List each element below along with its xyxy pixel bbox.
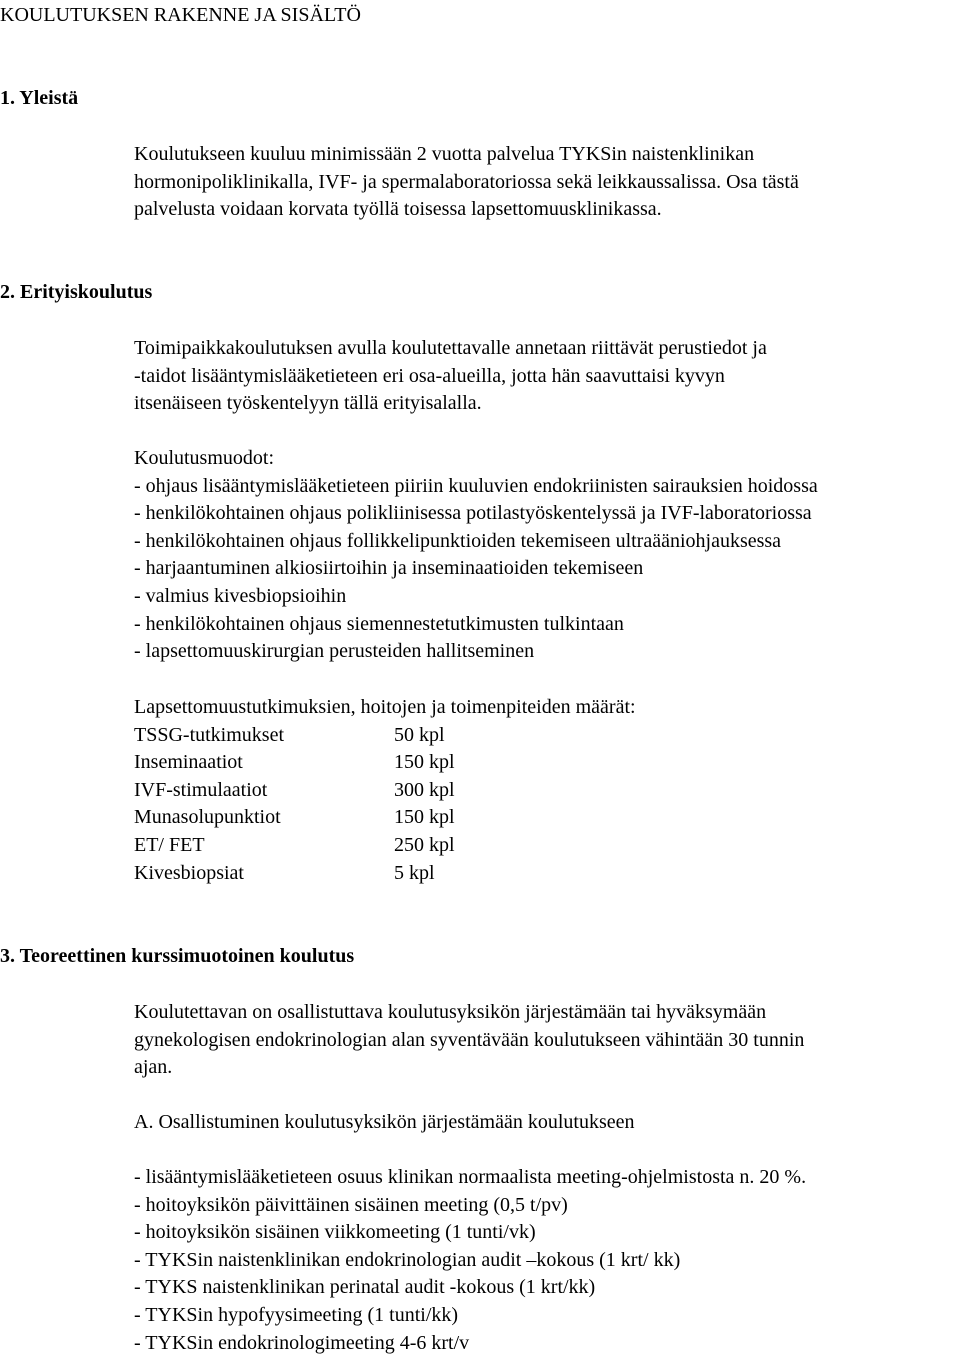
quantity-name: ET/ FET bbox=[134, 833, 205, 856]
paragraph-line: gynekologisen endokrinologian alan syventävään koulutukseen vähintään 30 tunnin bbox=[134, 1028, 805, 1051]
list-item: - lapsettomuuskirurgian perusteiden hallitseminen bbox=[134, 640, 535, 663]
section-heading-general: 1. Yleistä bbox=[0, 87, 79, 109]
quantity-name: IVF-stimulaatiot bbox=[134, 778, 268, 801]
section-heading-theoretical-training: 3. Teoreettinen kurssimuotoinen koulutus bbox=[0, 945, 355, 967]
subsection-heading bbox=[134, 1109, 635, 1137]
list-item: - TYKSin hypofyysimeeting (1 tunti/kk) bbox=[134, 1303, 459, 1326]
quantity-amount: 50 kpl bbox=[394, 723, 445, 746]
section-specialist-intro bbox=[134, 335, 767, 418]
quantity-amount: 250 kpl bbox=[394, 833, 455, 856]
subsection-heading-text: A. Osallistuminen koulutusyksikön järjestämään koulutukseen bbox=[134, 1111, 635, 1133]
paragraph-line: -taidot lisääntymislääketieteen eri osa-alueilla, jotta hän saavuttaisi kyvyn bbox=[134, 364, 725, 387]
paragraph-line: hormonipoliklinikalla, IVF- ja spermalaboratoriossa sekä leikkaussalissa. Osa tästä bbox=[134, 170, 799, 193]
list-item: - TYKSin endokrinologimeeting 4-6 krt/v bbox=[134, 1331, 470, 1354]
list-item: - TYKSin naistenklinikan endokrinologian audit –kokous (1 krt/ kk) bbox=[134, 1248, 681, 1271]
quantity-amount: 150 kpl bbox=[394, 806, 455, 829]
quantity-name: Munasolupunktiot bbox=[134, 806, 281, 829]
list-item: - henkilökohtainen ohjaus follikkelipunktioiden tekemiseen ultraääniohjauksessa bbox=[134, 529, 782, 552]
table-row bbox=[134, 722, 455, 750]
table-row bbox=[134, 749, 455, 777]
table-row bbox=[134, 777, 455, 805]
document-title: KOULUTUKSEN RAKENNE JA SISÄLTÖ bbox=[0, 4, 361, 26]
table-row bbox=[134, 860, 455, 888]
section-general-paragraph bbox=[134, 141, 799, 224]
paragraph-line: palvelusta voidaan korvata työllä toisessa lapsettomuusklinikassa. bbox=[134, 198, 662, 221]
quantities-table bbox=[134, 722, 455, 888]
paragraph-line: ajan. bbox=[134, 1056, 173, 1079]
list-item: - harjaantuminen alkiosiirtoihin ja inseminaatioiden tekemiseen bbox=[134, 557, 644, 580]
paragraph-line: Koulutukseen kuuluu minimissään 2 vuotta palvelua TYKSin naistenklinikan bbox=[134, 143, 755, 165]
quantity-name: TSSG-tutkimukset bbox=[134, 723, 285, 746]
training-forms-list bbox=[134, 445, 818, 666]
quantity-name: Kivesbiopsiat bbox=[134, 861, 244, 884]
paragraph-line: Koulutettavan on osallistuttava koulutusyksikön järjestämään tai hyväksymään bbox=[134, 1001, 767, 1023]
list-item: - hoitoyksikön sisäinen viikkomeeting (1 tunti/vk) bbox=[134, 1221, 536, 1244]
quantity-amount: 150 kpl bbox=[394, 751, 455, 774]
list-item: - valmius kivesbiopsioihin bbox=[134, 584, 347, 607]
list-item: - henkilökohtainen ohjaus siemennestetutkimusten tulkintaan bbox=[134, 612, 624, 635]
table-row bbox=[134, 804, 455, 832]
section-theoretical-intro bbox=[134, 999, 804, 1082]
quantities-block bbox=[134, 694, 636, 887]
table-row bbox=[134, 832, 455, 860]
quantity-amount: 5 kpl bbox=[394, 861, 435, 884]
training-forms-heading: Koulutusmuodot: bbox=[134, 447, 275, 469]
list-item: - TYKS naistenklinikan perinatal audit -kokous (1 krt/kk) bbox=[134, 1276, 596, 1299]
quantity-name: Inseminaatiot bbox=[134, 751, 243, 774]
list-item: - lisääntymislääketieteen osuus klinikan normaalista meeting-ohjelmistosta n. 20 %. bbox=[134, 1166, 807, 1188]
quantity-amount: 300 kpl bbox=[394, 778, 455, 801]
paragraph-line: itsenäiseen työskentelyyn tällä erityisalalla. bbox=[134, 392, 482, 415]
paragraph-line: Toimipaikkakoulutuksen avulla koulutettavalle annetaan riittävät perustiedot ja bbox=[134, 337, 767, 359]
list-item: - henkilökohtainen ohjaus polikliinisessa potilastyöskentelyssä ja IVF-laboratoriossa bbox=[134, 502, 812, 525]
quantities-heading: Lapsettomuustutkimuksien, hoitojen ja toimenpiteiden määrät: bbox=[134, 696, 636, 718]
section-heading-specialist-training: 2. Erityiskoulutus bbox=[0, 281, 153, 303]
list-item: - ohjaus lisääntymislääketieteen piiriin kuuluvien endokriinisten sairauksien hoidossa bbox=[134, 474, 818, 497]
meetings-list bbox=[134, 1164, 806, 1357]
list-item: - hoitoyksikön päivittäinen sisäinen meeting (0,5 t/pv) bbox=[134, 1193, 568, 1216]
